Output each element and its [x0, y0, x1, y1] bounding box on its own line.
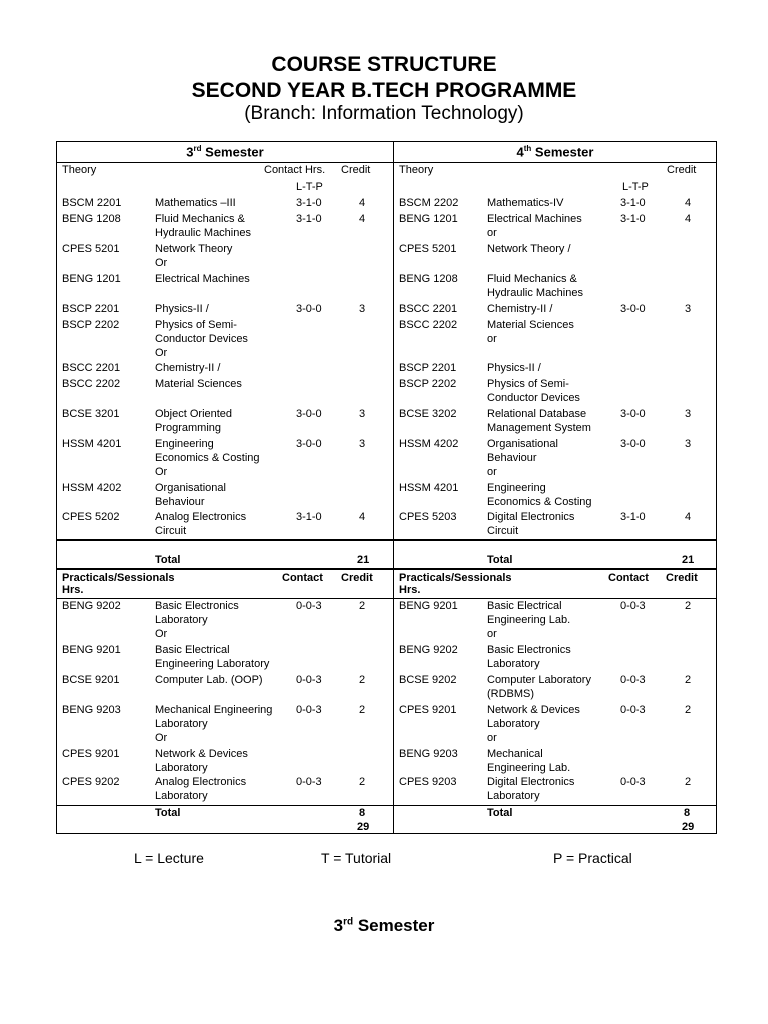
course-name: [487, 196, 563, 210]
course-name-line: Laboratory: [155, 790, 208, 802]
course-code: BSCC 2202: [399, 319, 458, 331]
course-name-line: Laboratory: [487, 658, 540, 670]
programme-subtitle: SECOND YEAR B.TECH PROGRAMME: [191, 79, 577, 102]
ltp-label: L-T-P: [296, 181, 323, 193]
course-code: BSCM 2202: [399, 197, 459, 209]
course-name-line: Organisational: [487, 438, 558, 450]
course-code: BSCM 2201: [62, 197, 122, 209]
course-credit: 4: [685, 197, 692, 209]
course-name-line: Organisational: [155, 482, 226, 494]
course-name-line: Behaviour: [155, 496, 205, 508]
course-code: BCSE 9202: [399, 674, 457, 686]
course-code: BCSE 3202: [399, 408, 457, 420]
course-code: BSCC 2201: [399, 303, 458, 315]
contact-hours: 3-1-0: [296, 213, 322, 225]
course-name-line: Basic Electrical: [155, 644, 230, 656]
contact-hours: 0-0-3: [620, 776, 646, 788]
course-credit: 4: [685, 511, 692, 523]
course-code: CPES 5203: [399, 511, 457, 523]
contact-hrs-label: Contact Hrs.: [264, 164, 326, 176]
course-name: [155, 196, 236, 210]
course-code: CPES 5201: [62, 243, 120, 255]
theory-total-credit: 21: [357, 554, 370, 566]
course-code: CPES 5201: [399, 243, 457, 255]
course-name: [487, 407, 591, 435]
course-name-line: Physics of Semi-: [155, 319, 237, 331]
course-name: [155, 361, 220, 375]
course-name-line: Material Sciences: [155, 378, 242, 390]
practical-total-credit: 8: [359, 807, 366, 819]
course-name-line: Economics & Costing: [487, 496, 592, 508]
course-name-line: Laboratory: [487, 790, 540, 802]
ltp-label: L-T-P: [622, 181, 649, 193]
course-name-line: Hydraulic Machines: [487, 287, 583, 299]
contact-hours: 0-0-3: [620, 674, 646, 686]
course-code: BENG 9203: [62, 704, 121, 716]
course-name-line: Circuit: [155, 525, 187, 537]
course-name: [155, 775, 246, 803]
course-name-line: Conductor Devices: [155, 333, 248, 345]
course-name-line: Basic Electronics: [487, 644, 571, 656]
course-credit: 4: [359, 213, 366, 225]
contact-hours: 0-0-3: [296, 674, 322, 686]
credit-label: Credit: [667, 164, 697, 176]
course-name-line: Or: [155, 257, 168, 269]
course-code: BSCP 2201: [62, 303, 120, 315]
contact-hours: 0-0-3: [296, 776, 322, 788]
theory-total-label: Total: [487, 554, 513, 566]
course-name: [487, 703, 580, 745]
course-name-line: Analog Electronics: [155, 776, 247, 788]
course-name-line: Digital Electronics: [487, 776, 575, 788]
course-name: [487, 481, 592, 509]
practicals-title: Practicals/Sessionals: [399, 572, 512, 584]
course-name-line: Programming: [155, 422, 222, 434]
course-name-line: Network Theory: [155, 243, 233, 255]
course-code: BCSE 3201: [62, 408, 120, 420]
practicals-hrs: Hrs.: [399, 584, 421, 596]
course-name-line: or: [487, 333, 497, 345]
contact-hours: 3-1-0: [620, 197, 646, 209]
branch-label: (Branch: Information Technology): [244, 103, 524, 124]
course-name-line: Laboratory: [487, 718, 540, 730]
course-code: BENG 1208: [62, 213, 121, 225]
course-name: [155, 302, 209, 316]
course-code: HSSM 4202: [399, 438, 459, 450]
course-name-line: Analog Electronics: [155, 511, 247, 523]
course-code: BENG 1208: [399, 273, 458, 285]
legend-tutorial: T = Tutorial: [321, 850, 392, 866]
course-code: BSCP 2202: [62, 319, 120, 331]
course-code: CPES 5202: [62, 511, 120, 523]
practicals-title: Practicals/Sessionals: [62, 572, 175, 584]
course-name: [487, 377, 580, 405]
course-name-line: Management System: [487, 422, 591, 434]
course-credit: 2: [359, 704, 366, 716]
course-name-line: Network & Devices: [155, 748, 248, 760]
course-name-line: Fluid Mechanics &: [487, 273, 577, 285]
course-name: [487, 242, 571, 256]
course-name-line: Digital Electronics: [487, 511, 575, 523]
course-name-line: Electrical Machines: [487, 213, 582, 225]
course-name: [155, 643, 269, 671]
course-credit: 2: [685, 776, 692, 788]
course-name-line: Engineering: [487, 482, 546, 494]
course-code: BENG 9201: [399, 600, 458, 612]
course-code: BENG 1201: [399, 213, 458, 225]
course-name: [487, 318, 574, 346]
course-name: [155, 481, 226, 509]
course-name-line: Laboratory: [155, 718, 208, 730]
contact-hours: 3-1-0: [296, 511, 322, 523]
course-name: [155, 747, 248, 775]
legend-lecture: L = Lecture: [134, 850, 204, 866]
course-name: [487, 673, 591, 701]
course-credit: 3: [359, 438, 366, 450]
course-name-line: Conductor Devices: [487, 392, 580, 404]
practicals-header-rule: [56, 568, 717, 570]
course-name-line: Material Sciences: [487, 319, 574, 331]
course-credit: 3: [685, 438, 692, 450]
practicals-credit: Credit: [341, 572, 373, 584]
theory-total-rule: [56, 539, 717, 541]
course-name: [487, 510, 574, 538]
course-name-line: Laboratory: [155, 762, 208, 774]
semester-header-4th: 4th Semester: [516, 144, 594, 160]
course-credit: 3: [359, 408, 366, 420]
course-name: [155, 407, 232, 435]
practical-total-label: Total: [155, 807, 181, 819]
course-name: [487, 599, 570, 641]
course-credit: 4: [359, 197, 366, 209]
credit-label: Credit: [341, 164, 371, 176]
contact-hours: 0-0-3: [620, 600, 646, 612]
contact-hours: 3-1-0: [296, 197, 322, 209]
practical-total-credit: 8: [684, 807, 691, 819]
legend-practical: P = Practical: [553, 850, 632, 866]
course-name-line: Network Theory /: [487, 243, 571, 255]
course-name: [487, 361, 541, 375]
course-name-line: Engineering: [155, 438, 214, 450]
course-name: [487, 212, 582, 240]
course-name: [155, 377, 242, 391]
grand-total-credit: 29: [682, 821, 695, 833]
course-name-line: Mathematics –III: [155, 197, 236, 209]
course-name: [155, 437, 260, 479]
contact-hours: 0-0-3: [296, 704, 322, 716]
practical-total-label: Total: [487, 807, 513, 819]
course-code: BSCC 2202: [62, 378, 121, 390]
course-code: HSSM 4201: [62, 438, 122, 450]
course-name-line: Or: [155, 732, 168, 744]
course-name: [487, 272, 583, 300]
course-code: CPES 9201: [62, 748, 120, 760]
contact-hours: 0-0-3: [296, 600, 322, 612]
course-name-line: Or: [155, 347, 168, 359]
course-name-line: Basic Electrical: [487, 600, 562, 612]
course-name-line: Hydraulic Machines: [155, 227, 251, 239]
course-code: HSSM 4202: [62, 482, 122, 494]
theory-label: Theory: [399, 164, 434, 176]
course-credit: 2: [359, 600, 366, 612]
course-name-line: or: [487, 227, 497, 239]
practicals-hrs: Hrs.: [62, 584, 84, 596]
course-credit: 2: [359, 776, 366, 788]
course-credit: 4: [359, 511, 366, 523]
contact-hours: 3-1-0: [620, 213, 646, 225]
contact-hours: 3-0-0: [620, 408, 646, 420]
course-name-line: (RDBMS): [487, 688, 535, 700]
contact-hours: 0-0-3: [620, 704, 646, 716]
course-name: [487, 775, 574, 803]
course-name-line: Mechanical Engineering: [155, 704, 273, 716]
course-name-line: Computer Lab. (OOP): [155, 674, 263, 686]
course-name-line: Relational Database: [487, 408, 587, 420]
semester-header-rule: [56, 162, 717, 163]
contact-hours: 3-0-0: [620, 303, 646, 315]
course-code: BSCC 2201: [62, 362, 121, 374]
course-name: [155, 599, 239, 641]
practicals-contact: Contact: [608, 572, 649, 584]
course-code: BSCP 2202: [399, 378, 457, 390]
course-name: [487, 643, 571, 671]
course-name-line: Or: [155, 628, 168, 640]
grand-total-credit: 29: [357, 821, 370, 833]
contact-hours: 3-0-0: [620, 438, 646, 450]
document-title: COURSE STRUCTURE: [271, 53, 497, 76]
course-credit: 2: [359, 674, 366, 686]
course-name: [155, 242, 232, 270]
theory-total-credit: 21: [682, 554, 695, 566]
course-name-line: Network & Devices: [487, 704, 580, 716]
course-name-line: Chemistry-II /: [155, 362, 221, 374]
course-name-line: Or: [155, 466, 168, 478]
theory-total-label: Total: [155, 554, 181, 566]
course-name: [155, 272, 250, 286]
course-credit: 2: [685, 600, 692, 612]
course-name-line: or: [487, 466, 497, 478]
course-code: BENG 9201: [62, 644, 121, 656]
course-name: [155, 212, 251, 240]
course-name-line: Behaviour: [487, 452, 537, 464]
course-name: [487, 302, 552, 316]
course-code: BENG 9203: [399, 748, 458, 760]
course-name-line: Fluid Mechanics &: [155, 213, 245, 225]
section-heading-3rd-semester: 3rd Semester: [333, 916, 435, 935]
course-name-line: Engineering Laboratory: [155, 658, 270, 670]
course-credit: 2: [685, 704, 692, 716]
course-code: BENG 9202: [399, 644, 458, 656]
course-code: CPES 9201: [399, 704, 457, 716]
course-code: BENG 1201: [62, 273, 121, 285]
contact-hours: 3-0-0: [296, 438, 322, 450]
course-credit: 4: [685, 213, 692, 225]
course-code: BENG 9202: [62, 600, 121, 612]
column-divider: [393, 141, 394, 834]
course-credit: 3: [685, 303, 692, 315]
course-code: BCSE 9201: [62, 674, 120, 686]
course-name-line: Mathematics-IV: [487, 197, 564, 209]
course-name-line: or: [487, 732, 497, 744]
course-name-line: Engineering Lab.: [487, 614, 571, 626]
course-name-line: Basic Electronics: [155, 600, 239, 612]
course-name-line: Laboratory: [155, 614, 208, 626]
course-name-line: Electrical Machines: [155, 273, 250, 285]
course-name: [155, 703, 272, 745]
course-name: [155, 673, 263, 687]
contact-hours: 3-0-0: [296, 408, 322, 420]
course-name-line: Engineering Lab.: [487, 762, 571, 774]
course-code: CPES 9202: [62, 776, 120, 788]
course-name-line: Physics-II /: [155, 303, 209, 315]
course-name-line: Object Oriented: [155, 408, 233, 420]
course-name-line: Circuit: [487, 525, 519, 537]
course-name-line: Mechanical: [487, 748, 543, 760]
course-code: CPES 9203: [399, 776, 457, 788]
course-credit: 2: [685, 674, 692, 686]
course-name-line: Economics & Costing: [155, 452, 260, 464]
course-name-line: Computer Laboratory: [487, 674, 591, 686]
practicals-credit: Credit: [666, 572, 698, 584]
theory-label: Theory: [62, 164, 97, 176]
course-name: [155, 318, 248, 360]
course-name-line: Physics-II /: [487, 362, 541, 374]
practicals-contact: Contact: [282, 572, 323, 584]
course-name-line: Physics of Semi-: [487, 378, 569, 390]
course-name: [155, 510, 246, 538]
contact-hours: 3-0-0: [296, 303, 322, 315]
course-credit: 3: [685, 408, 692, 420]
semester-header-3rd: 3rd Semester: [186, 144, 264, 160]
course-credit: 3: [359, 303, 366, 315]
course-name-line: or: [487, 628, 497, 640]
course-name: [487, 747, 570, 775]
course-name-line: Chemistry-II /: [487, 303, 553, 315]
course-code: BSCP 2201: [399, 362, 457, 374]
course-code: HSSM 4201: [399, 482, 459, 494]
contact-hours: 3-1-0: [620, 511, 646, 523]
course-name: [487, 437, 558, 479]
